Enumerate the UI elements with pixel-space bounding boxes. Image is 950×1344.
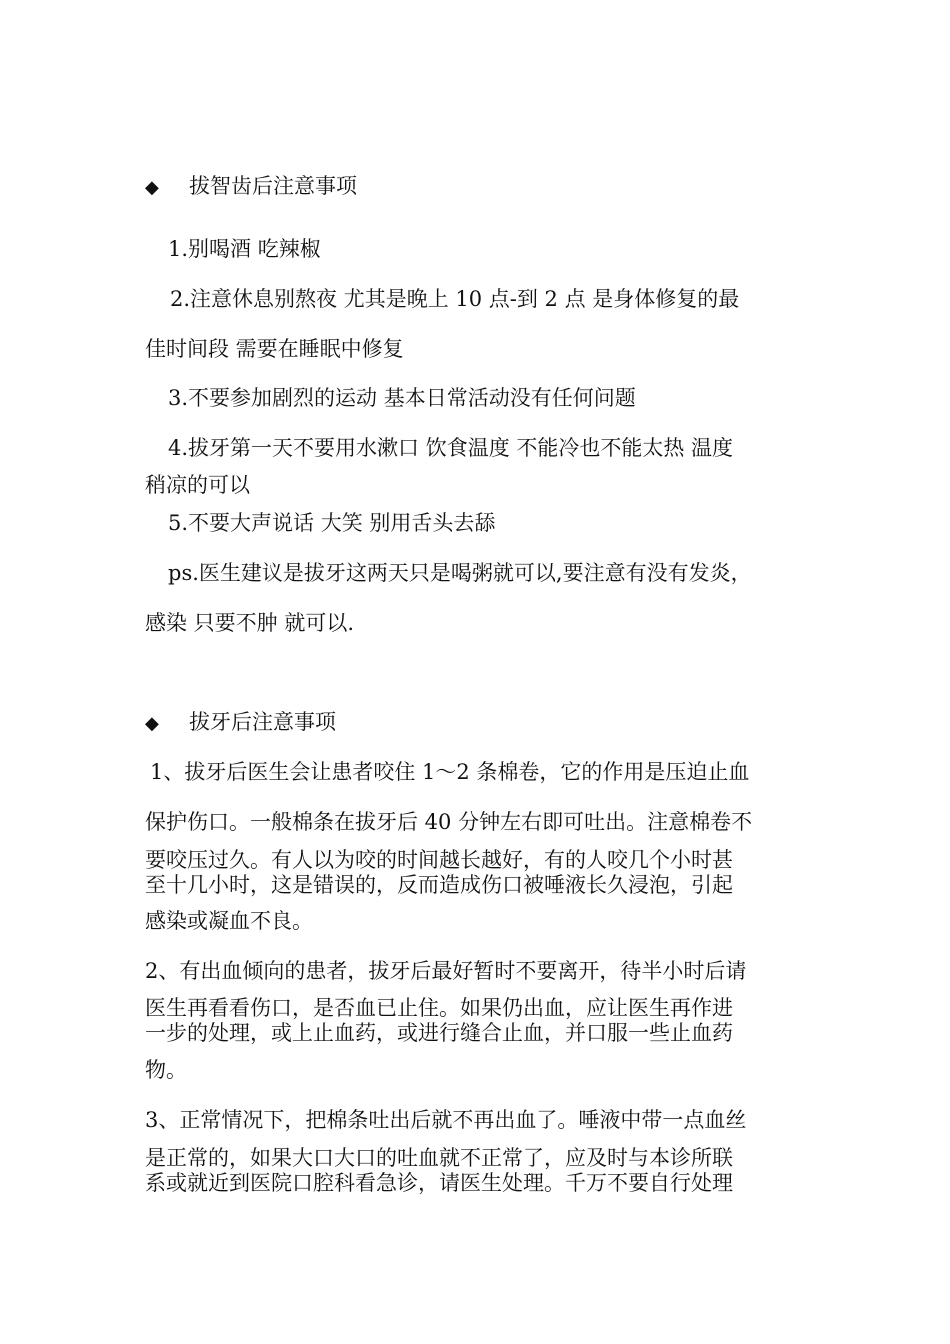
section1-line-1: 1.别喝酒 吃辣椒 [168,237,321,261]
section2-line-5: 感染或凝血不良。 [145,909,313,933]
section2-line-6: 2、有出血倾向的患者，拔牙后最好暂时不要离开，待半小时后请 [145,959,747,983]
section1-heading [145,173,357,201]
diamond-bullet-icon: ◆ [145,713,159,734]
section2-line-2: 保护伤口。一般棉条在拔牙后 40 分钟左右即可吐出。注意棉卷不 [145,810,753,834]
section1-line-6: 稍凉的可以 [145,473,250,497]
section2-title: 拔牙后注意事项 [189,710,336,734]
section1-line-4: 3.不要参加剧烈的运动 基本日常活动没有任何问题 [168,386,636,410]
section2-line-4: 至十几小时，这是错误的，反而造成伤口被唾液长久浸泡，引起 [145,873,733,897]
section2-line-3: 要咬压过久。有人以为咬的时间越长越好，有的人咬几个小时甚 [145,848,733,872]
section1-line-7: 5.不要大声说话 大笑 别用舌头去舔 [168,511,496,535]
section1-line-9: 感染 只要不肿 就可以. [145,611,355,635]
section1-line-3: 佳时间段 需要在睡眠中修复 [145,337,404,361]
diamond-bullet-icon: ◆ [145,177,159,198]
section1-title: 拔智齿后注意事项 [189,174,357,198]
section1-line-8: ps.医生建议是拔牙这两天只是喝粥就可以,要注意有没有发炎， [168,561,752,585]
section2-line-8: 一步的处理，或上止血药，或进行缝合止血，并口服一些止血药 [145,1021,733,1045]
section2-line-10: 3、正常情况下，把棉条吐出后就不再出血了。唾液中带一点血丝 [145,1108,747,1132]
section2-line-9: 物。 [145,1058,187,1082]
section1-line-5: 4.拔牙第一天不要用水漱口 饮食温度 不能冷也不能太热 温度 [168,436,734,460]
section2-line-7: 医生再看看伤口，是否血已止住。如果仍出血，应让医生再作进 [145,996,733,1020]
section1-line-2: 2.注意休息别熬夜 尤其是晚上 10 点-到 2 点 是身体修复的最 [170,287,740,311]
section2-heading [145,709,336,737]
section2-line-11: 是正常的，如果大口大口的吐血就不正常了，应及时与本诊所联 [145,1146,733,1170]
section2-line-1: 1、拔牙后医生会让患者咬住 1～2 条棉卷，它的作用是压迫止血 [150,760,750,784]
section2-line-12: 系或就近到医院口腔科看急诊，请医生处理。千万不要自行处理 [145,1171,733,1195]
